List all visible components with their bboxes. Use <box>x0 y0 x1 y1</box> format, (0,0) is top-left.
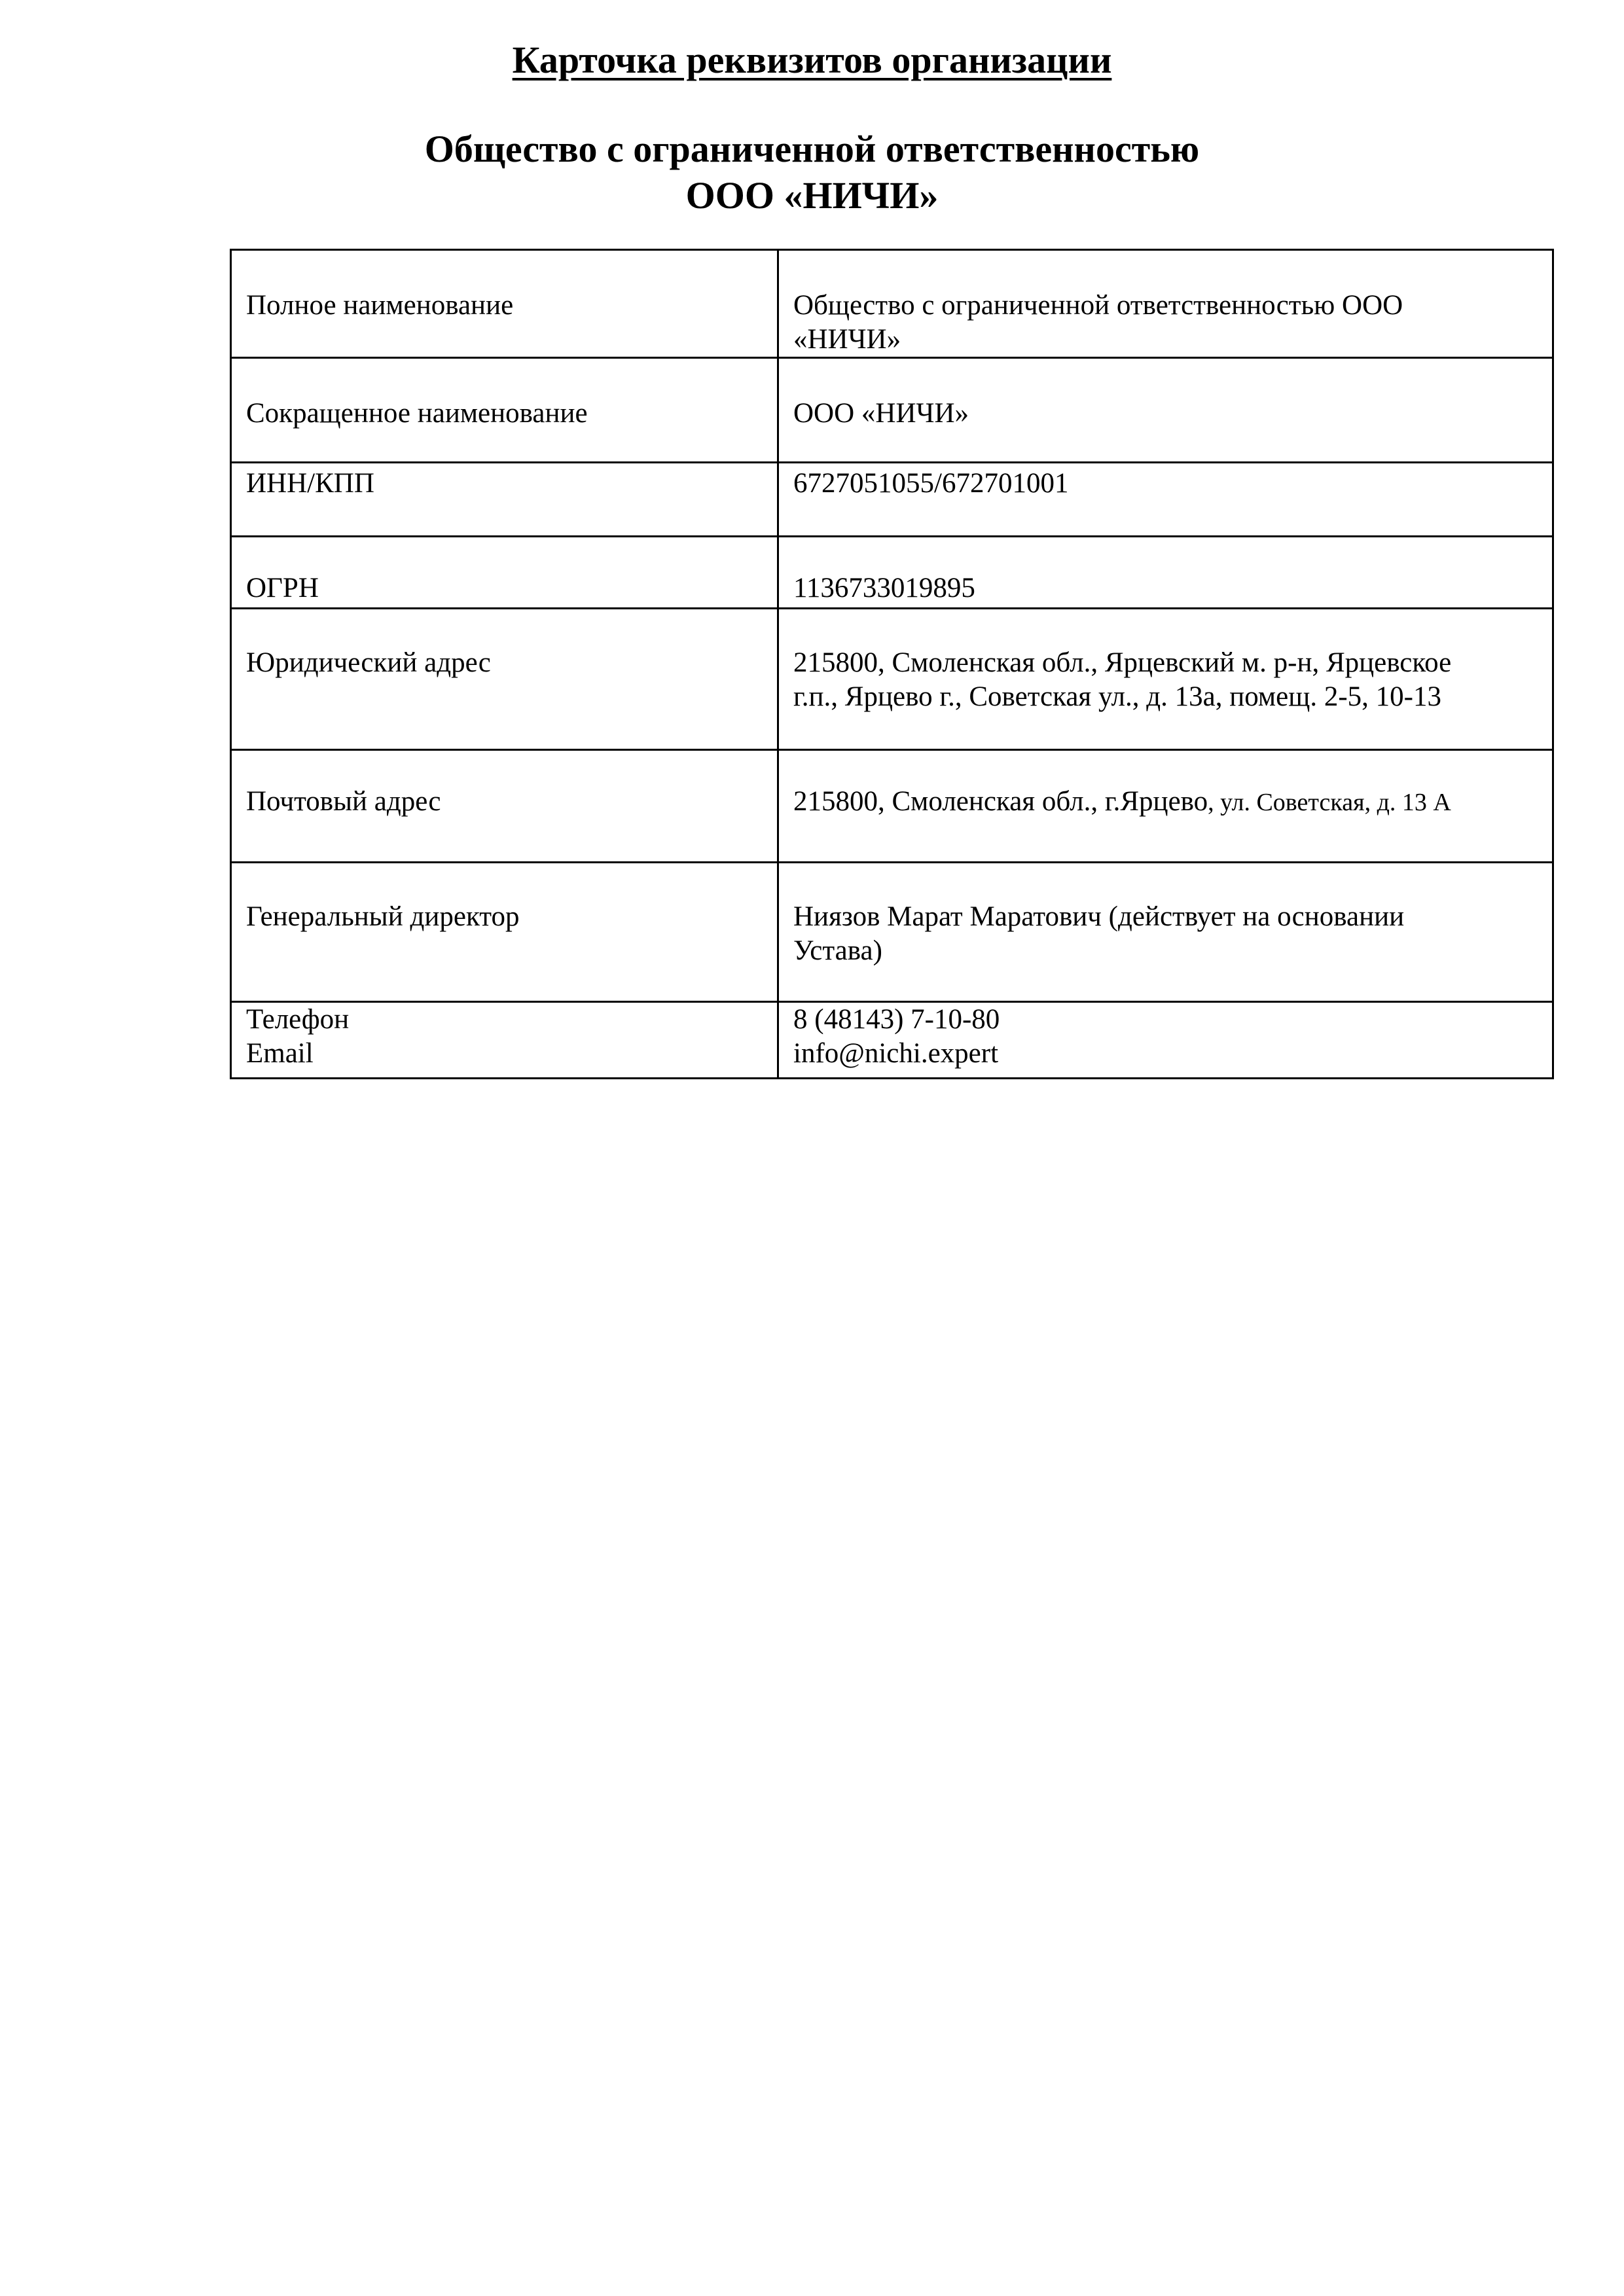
value-cell-postal-address <box>778 750 1553 863</box>
document-title-text: Карточка реквизитов организации <box>512 39 1112 81</box>
organization-heading-line-2: ООО «НИЧИ» <box>685 174 939 217</box>
phone-value: 8 (48143) 7-10-80 <box>793 1004 1000 1035</box>
value-cell-short-name: ООО «НИЧИ» <box>778 358 1553 463</box>
postal-address-part-1: 215800, Смоленская обл., г.Ярцево <box>793 786 1208 817</box>
table-row-full-name <box>231 250 1553 358</box>
value-cell-general-director <box>778 863 1553 1002</box>
label-cell-postal-address: Почтовый адрес <box>231 750 778 863</box>
table-row-general-director <box>231 863 1553 1002</box>
label-cell-ogrn: ОГРН <box>231 537 778 609</box>
table-row-short-name <box>231 358 1553 463</box>
document-title <box>0 35 1624 85</box>
general-director-line-2: Устава) <box>793 935 882 966</box>
full-name-value-line-2: «НИЧИ» <box>793 324 901 355</box>
value-cell-inn-kpp: 6727051055/672701001 <box>778 463 1553 537</box>
phone-label: Телефон <box>246 1004 350 1035</box>
email-value: info@nichi.expert <box>793 1038 999 1069</box>
organization-heading <box>0 126 1624 219</box>
value-cell-contacts <box>778 1002 1553 1079</box>
postal-address-part-2: , ул. Советская, д. 13 А <box>1208 789 1451 816</box>
label-cell-inn-kpp: ИНН/КПП <box>231 463 778 537</box>
label-cell-contacts <box>231 1002 778 1079</box>
label-cell-general-director: Генеральный директор <box>231 863 778 1002</box>
label-cell-legal-address: Юридический адрес <box>231 609 778 750</box>
value-cell-ogrn: 1136733019895 <box>778 537 1553 609</box>
full-name-value-line-1: Общество с ограниченной ответственностью ООО <box>793 290 1403 321</box>
legal-address-line-1: 215800, Смоленская обл., Ярцевский м. р-н, Ярцевское <box>793 647 1452 678</box>
legal-address-line-2: г.п., Ярцево г., Советская ул., д. 13а, помещ. 2-5, 10-13 <box>793 681 1441 712</box>
value-cell-legal-address <box>778 609 1553 750</box>
organization-heading-line-1: Общество с ограниченной ответственностью <box>424 128 1200 170</box>
email-label: Email <box>246 1038 314 1069</box>
label-cell-short-name: Сокращенное наименование <box>231 358 778 463</box>
table-row-legal-address <box>231 609 1553 750</box>
table-row-contacts <box>231 1002 1553 1079</box>
value-cell-full-name <box>778 250 1553 358</box>
general-director-line-1: Ниязов Марат Маратович (действует на основании <box>793 901 1405 932</box>
table-row-inn-kpp <box>231 463 1553 537</box>
table-row-ogrn <box>231 537 1553 609</box>
label-cell-full-name: Полное наименование <box>231 250 778 358</box>
table-row-postal-address <box>231 750 1553 863</box>
organization-details-table <box>230 249 1554 1079</box>
